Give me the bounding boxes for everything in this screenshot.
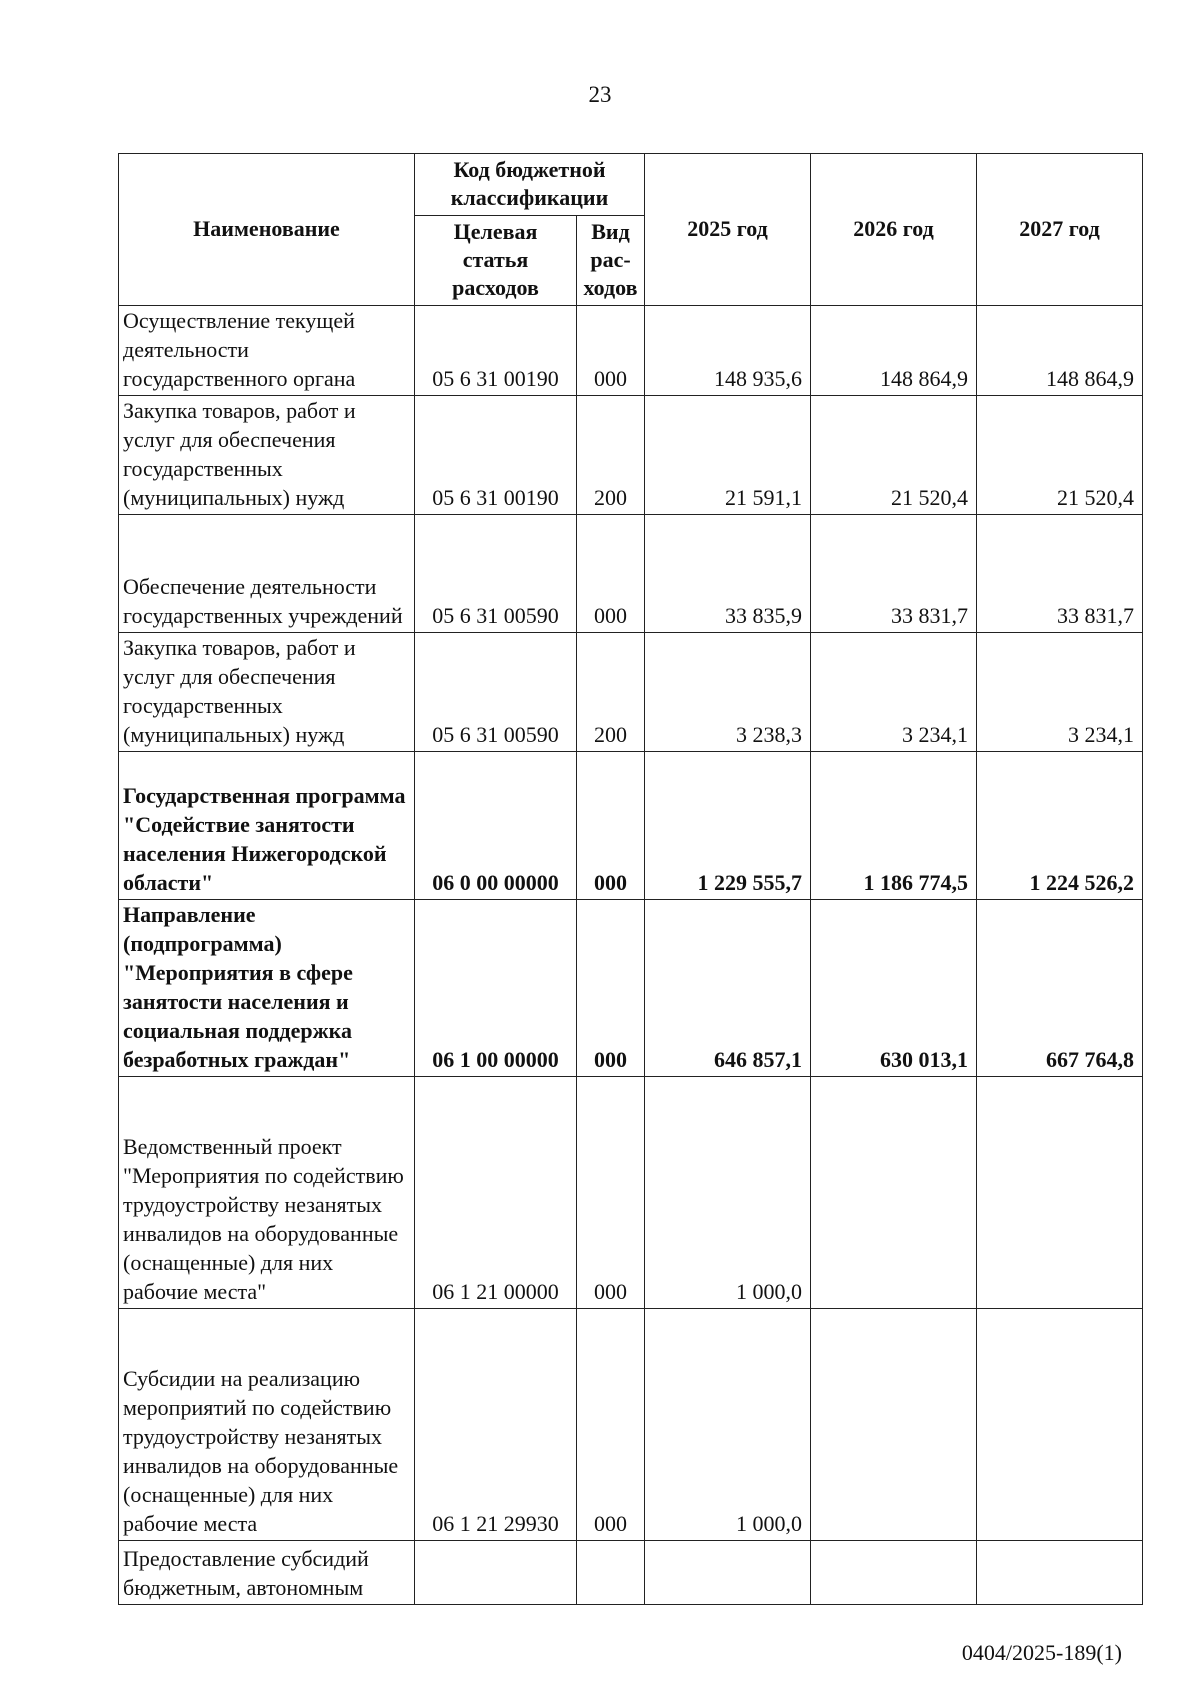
row-name: Предоставление субсидий бюджетным, автономным [119,1541,415,1605]
table-row [119,633,1143,752]
row-value-2025: 148 935,6 [645,306,811,396]
row-value-2025: 1 229 555,7 [645,752,811,900]
row-value-2027: 21 520,4 [977,396,1143,515]
row-target-code: 05 6 31 00590 [415,515,577,633]
row-target-code: 05 6 31 00190 [415,306,577,396]
row-target-code [415,1541,577,1605]
row-expense-type: 000 [577,900,645,1077]
row-expense-type [577,1541,645,1605]
header-name: Наименование [119,154,415,306]
row-value-2027: 667 764,8 [977,900,1143,1077]
header-2026: 2026 год [811,154,977,306]
table-row [119,396,1143,515]
header-row-1 [119,154,1143,216]
row-target-code: 05 6 31 00190 [415,396,577,515]
row-value-2027 [977,1309,1143,1541]
row-value-2026: 148 864,9 [811,306,977,396]
row-name: Направление (подпрограмма) "Мероприятия в сфере занятости населения и социальная поддержка безработных граждан" [119,900,415,1077]
header-expense-type: Вид рас-ходов [577,216,645,306]
row-value-2026: 3 234,1 [811,633,977,752]
row-value-2027: 1 224 526,2 [977,752,1143,900]
table-row [119,1309,1143,1541]
row-name: Закупка товаров, работ и услуг для обеспечения государственных (муниципальных) нужд [119,396,415,515]
row-target-code: 06 0 00 00000 [415,752,577,900]
document-code: 0404/2025-189(1) [961,1640,1122,1665]
table-row [119,515,1143,633]
row-expense-type: 200 [577,633,645,752]
row-expense-type: 000 [577,515,645,633]
row-name: Обеспечение деятельности государственных учреждений [119,515,415,633]
header-target-article: Целевая статья расходов [415,216,577,306]
row-value-2025: 646 857,1 [645,900,811,1077]
header-classification: Код бюджетной классификации [415,154,645,216]
row-name: Субсидии на реализацию мероприятий по содействию трудоустройству незанятых инвалидов на оборудованные (оснащенные) для них рабочие места [119,1309,415,1541]
row-value-2026: 630 013,1 [811,900,977,1077]
row-target-code: 06 1 21 00000 [415,1077,577,1309]
row-value-2027: 3 234,1 [977,633,1143,752]
row-value-2025 [645,1541,811,1605]
row-expense-type: 000 [577,306,645,396]
row-value-2025: 1 000,0 [645,1309,811,1541]
row-value-2025: 33 835,9 [645,515,811,633]
row-value-2027 [977,1077,1143,1309]
row-name: Закупка товаров, работ и услуг для обеспечения государственных (муниципальных) нужд [119,633,415,752]
row-target-code: 05 6 31 00590 [415,633,577,752]
row-value-2026: 21 520,4 [811,396,977,515]
row-expense-type: 000 [577,752,645,900]
row-value-2026: 1 186 774,5 [811,752,977,900]
row-value-2025: 21 591,1 [645,396,811,515]
row-value-2026 [811,1309,977,1541]
row-value-2025: 3 238,3 [645,633,811,752]
row-value-2025: 1 000,0 [645,1077,811,1309]
row-name: Государственная программа "Содействие занятости населения Нижегородской области" [119,752,415,900]
table-row [119,900,1143,1077]
row-expense-type: 200 [577,396,645,515]
header-2027: 2027 год [977,154,1143,306]
row-value-2027 [977,1541,1143,1605]
row-value-2027: 33 831,7 [977,515,1143,633]
row-name: Ведомственный проект "Мероприятия по содействию трудоустройству незанятых инвалидов на оборудованные (оснащенные) для них рабочие места" [119,1077,415,1309]
row-target-code: 06 1 00 00000 [415,900,577,1077]
row-value-2027: 148 864,9 [977,306,1143,396]
table-row [119,1541,1143,1605]
row-target-code: 06 1 21 29930 [415,1309,577,1541]
page-number: 23 [588,82,612,107]
table-row [119,1077,1143,1309]
row-expense-type: 000 [577,1077,645,1309]
row-value-2026 [811,1077,977,1309]
header-2025: 2025 год [645,154,811,306]
table-row [119,306,1143,396]
row-value-2026: 33 831,7 [811,515,977,633]
table-row [119,752,1143,900]
row-name: Осуществление текущей деятельности государственного органа [119,306,415,396]
row-expense-type: 000 [577,1309,645,1541]
row-value-2026 [811,1541,977,1605]
budget-table [118,153,1143,1605]
